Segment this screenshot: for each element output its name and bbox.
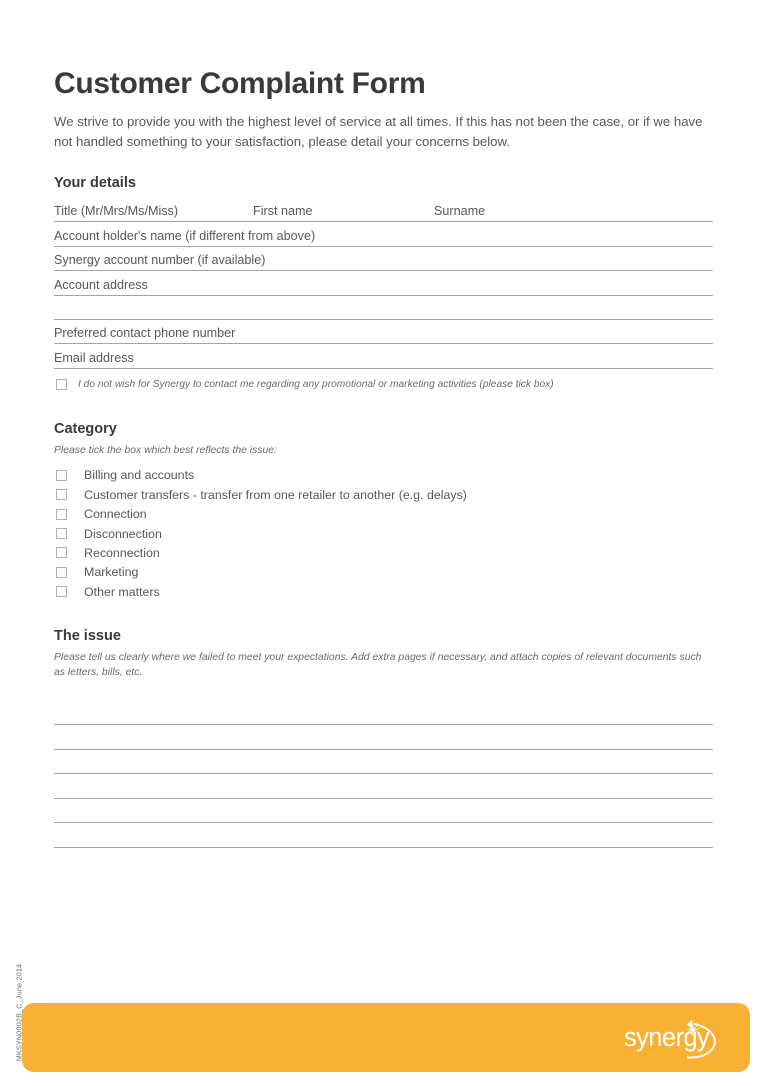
issue-note: Please tell us clearly where we failed to meet your expectations. Add extra pages if necessary, and attach copies of relevant documents such as letters, bills, etc. (54, 652, 702, 679)
issue-line[interactable] (54, 725, 713, 750)
category-option-label: Customer transfers - transfer from one retailer to another (e.g. delays) (84, 487, 467, 502)
category-option-billing[interactable] (54, 466, 713, 485)
category-note: Please tick the box which best reflects the issue: (54, 444, 277, 456)
checkbox-disconnection[interactable] (56, 528, 67, 539)
label-account-number: Synergy account number (if available) (54, 253, 266, 268)
footer-bar (22, 1003, 750, 1072)
label-first-name: First name (253, 204, 313, 219)
category-option-label: Connection (84, 507, 147, 522)
category-option-label: Billing and accounts (84, 468, 195, 483)
label-phone: Preferred contact phone number (54, 326, 236, 341)
label-account-address: Account address (54, 277, 148, 292)
category-option-customer-transfers[interactable] (54, 485, 713, 504)
optout-row[interactable] (54, 369, 713, 390)
issue-line[interactable] (54, 774, 713, 799)
category-option-disconnection[interactable] (54, 524, 713, 543)
field-row-account-number[interactable] (54, 247, 713, 271)
field-row-phone[interactable] (54, 320, 713, 344)
category-option-label: Other matters (84, 584, 160, 599)
label-surname: Surname (434, 204, 486, 219)
checkbox-connection[interactable] (56, 509, 67, 520)
category-section (54, 390, 713, 602)
category-option-connection[interactable] (54, 505, 713, 524)
issue-line[interactable] (54, 750, 713, 775)
synergy-wordmark: synergy (624, 1023, 710, 1052)
checkbox-reconnection[interactable] (56, 547, 67, 558)
category-options-list (54, 458, 713, 602)
issue-writing-area[interactable] (54, 680, 713, 848)
intro-paragraph: We strive to provide you with the highest level of service at all times. If this has not been the case, or if we have not handled something to your satisfaction, please detail your concerns below. (54, 114, 703, 149)
category-option-label: Reconnection (84, 545, 160, 560)
issue-heading: The issue (54, 628, 121, 645)
category-heading: Category (54, 420, 117, 437)
label-email: Email address (54, 350, 134, 365)
issue-line[interactable] (54, 700, 713, 725)
label-title: Title (Mr/Mrs/Ms/Miss) (54, 204, 179, 219)
category-option-label: Marketing (84, 565, 139, 580)
document-code: MKSYN0002B_C_June 2014 (14, 963, 24, 1062)
field-row-account-address[interactable] (54, 271, 713, 295)
field-row-account-holder-name[interactable] (54, 222, 713, 246)
category-option-reconnection[interactable] (54, 543, 713, 562)
checkbox-billing[interactable] (56, 470, 67, 481)
your-details-section (54, 152, 713, 390)
synergy-logo (623, 1016, 733, 1060)
field-row-name[interactable] (54, 198, 713, 222)
issue-line[interactable] (54, 823, 713, 848)
your-details-fields (54, 191, 713, 369)
issue-section (54, 601, 713, 848)
form-content (54, 0, 713, 848)
checkbox-customer-transfers[interactable] (56, 489, 67, 500)
checkbox-other-matters[interactable] (56, 586, 67, 597)
field-row-email[interactable] (54, 344, 713, 368)
checkbox-marketing[interactable] (56, 567, 67, 578)
category-option-other-matters[interactable] (54, 582, 713, 601)
label-account-holder-name: Account holder's name (if different from above) (54, 228, 316, 243)
issue-line[interactable] (54, 799, 713, 824)
page-title: Customer Complaint Form (54, 67, 426, 100)
your-details-heading: Your details (54, 175, 136, 191)
category-option-label: Disconnection (84, 526, 162, 541)
field-row-account-address-line2[interactable] (54, 296, 713, 320)
category-option-marketing[interactable] (54, 563, 713, 582)
checkbox-optout[interactable] (56, 379, 67, 390)
optout-label: I do not wish for Synergy to contact me regarding any promotional or marketing activities (please tick box) (78, 378, 554, 390)
